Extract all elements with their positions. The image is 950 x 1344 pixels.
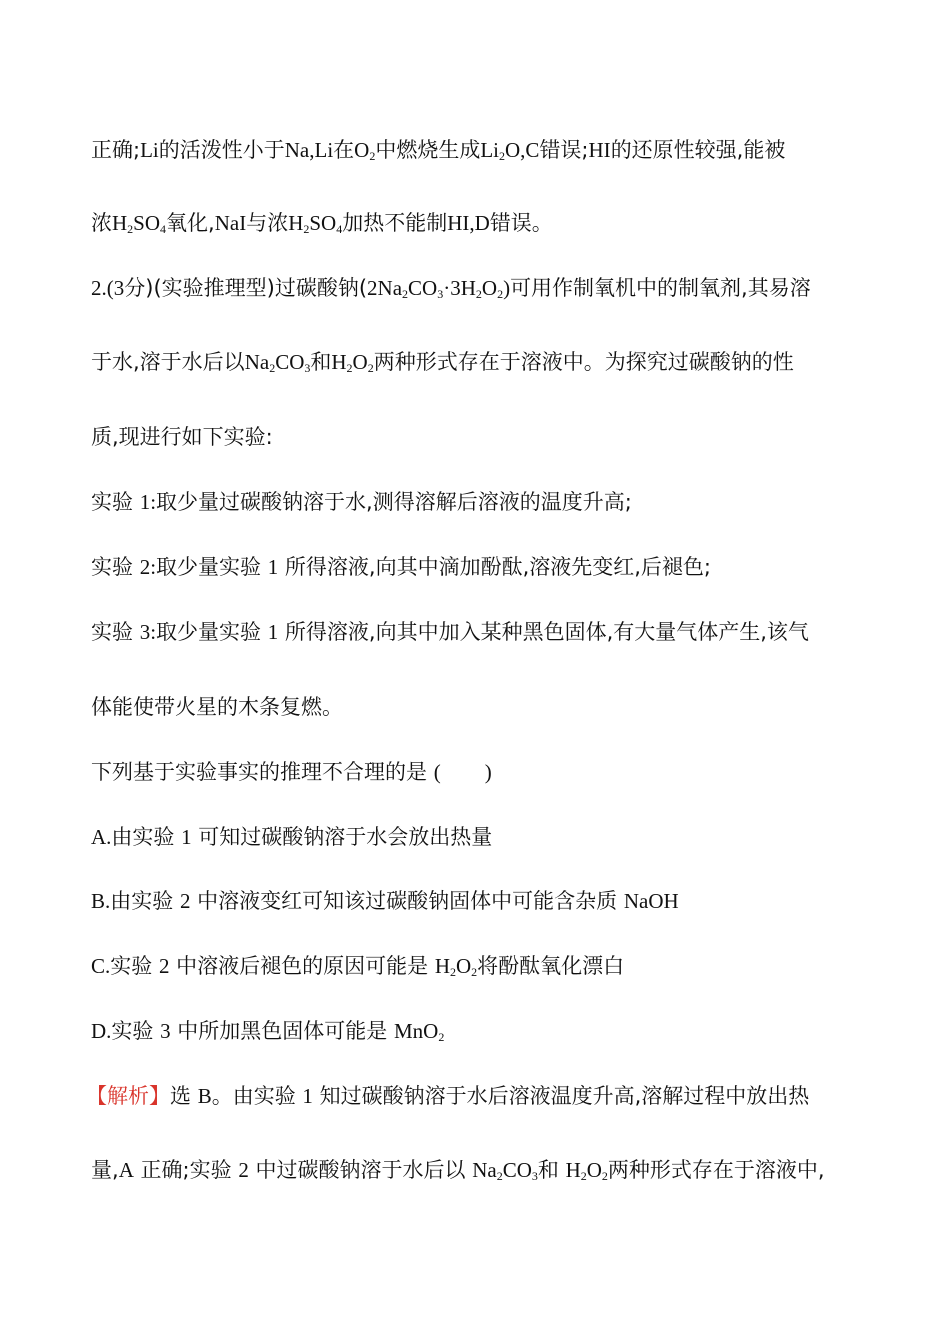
subscript: 4: [336, 222, 343, 236]
formula: O,C: [505, 138, 540, 162]
subscript: 2: [438, 1030, 445, 1044]
text: 所得溶液,向其中加入某种黑色固体,有大量气体产生,该气: [284, 620, 809, 644]
text: ): [503, 276, 511, 300]
number: 2: [238, 1158, 249, 1182]
subscript: 3: [304, 361, 311, 375]
answer-paren-close: ): [484, 760, 492, 784]
text: 取少量实验: [156, 555, 262, 579]
subscript: 2: [269, 361, 276, 375]
subscript: 2: [580, 1169, 587, 1183]
number: 3: [160, 1019, 171, 1043]
number: 1: [267, 620, 279, 644]
text: 中过碳酸钠溶于水后以: [255, 1158, 466, 1182]
text: 错误;: [539, 138, 589, 162]
formula: HI: [588, 138, 611, 162]
question-2-line-1: [91, 273, 861, 309]
text: 在: [333, 138, 355, 162]
option-b: [91, 886, 861, 916]
number: 1: [181, 825, 192, 849]
subscript: 3: [437, 287, 444, 301]
prev-answer-line-2: [91, 208, 861, 244]
question-number: 2.(3: [91, 276, 125, 300]
answer-paren-open: (: [433, 760, 441, 784]
text: 与浓: [246, 211, 289, 235]
option-letter: A.: [91, 825, 112, 849]
analysis-line-1: [86, 1081, 861, 1111]
formula: O: [456, 954, 472, 978]
text: 可知过碳酸钠溶于水会放出热量: [198, 825, 493, 849]
text: 氧化,: [166, 211, 215, 235]
text: 实验: [110, 954, 153, 978]
text: 实验: [111, 1019, 154, 1043]
text: 由实验: [111, 825, 175, 849]
option-d: [91, 1016, 861, 1052]
formula: SO: [133, 211, 161, 235]
text: 的活泼性小于: [158, 138, 285, 162]
experiment-3: [91, 617, 861, 647]
formula: NaOH: [623, 889, 679, 913]
text: 实验: [91, 555, 133, 579]
formula: HI,D: [447, 211, 490, 235]
text: 将酚酞氧化漂白: [477, 954, 625, 978]
subscript: 2: [402, 287, 409, 301]
experiment-1: [91, 487, 861, 517]
text: 错误。: [489, 211, 553, 235]
option-letter: C.: [91, 954, 111, 978]
text: 中所加黑色固体可能是: [177, 1019, 388, 1043]
number: 1: [267, 555, 279, 579]
analysis-line-2: [91, 1155, 861, 1191]
number: 1: [302, 1084, 313, 1108]
option-a: [91, 822, 861, 852]
subscript: 2: [450, 965, 456, 979]
number: 1:: [139, 490, 157, 514]
subscript: 2: [369, 149, 376, 163]
formula: NaI: [214, 211, 247, 235]
subscript: 2: [499, 149, 505, 163]
subscript: 2: [471, 965, 478, 979]
text: 取少量过碳酸钠溶于水,测得溶解后溶液的温度升高;: [156, 490, 632, 514]
analysis-tag: 【解析】: [86, 1084, 170, 1108]
option-letter: B.: [91, 889, 111, 913]
formula: O: [481, 276, 498, 300]
text: 知过碳酸钠溶于水后溶液温度升高,溶解过程中放出热: [319, 1084, 810, 1108]
question-stem: [91, 757, 861, 787]
number: 2:: [139, 555, 157, 579]
option-letter: D.: [91, 1019, 112, 1043]
text: 取少量实验: [156, 620, 262, 644]
text: 实验: [91, 620, 133, 644]
formula: Na: [244, 350, 270, 374]
text: 两种形式存在于溶液中,: [607, 1158, 825, 1182]
text: 两种形式存在于溶液中。为探究过碳酸钠的性: [373, 350, 794, 374]
formula: CO: [408, 276, 438, 300]
subscript: 2: [367, 361, 374, 375]
text: 下列基于实验事实的推理不合理的是: [91, 760, 427, 784]
option-c: [91, 951, 861, 987]
question-2-line-2: [91, 347, 861, 383]
formula: CO: [502, 1158, 532, 1182]
formula: H: [288, 211, 304, 235]
formula: ·3H: [443, 276, 476, 300]
formula: CO: [275, 350, 305, 374]
formula: MnO: [393, 1019, 439, 1043]
text: Na,Li: [284, 138, 334, 162]
text: 量,: [91, 1158, 119, 1182]
text: 质,现进行如下实验:: [91, 425, 273, 449]
subscript: 2: [346, 361, 353, 375]
answer-letter: B: [197, 1084, 212, 1108]
text: 加热不能制: [342, 211, 448, 235]
text: 所得溶液,向其中滴加酚酞,溶液先变红,后褪色;: [284, 555, 712, 579]
number: 3:: [139, 620, 157, 644]
option-letter: A: [118, 1158, 134, 1182]
text: 由实验: [110, 889, 174, 913]
text: 正确;实验: [140, 1158, 232, 1182]
text: 的还原性较强,能被: [610, 138, 786, 162]
text: 。由实验: [211, 1084, 296, 1108]
number: 2: [179, 889, 191, 913]
text: 浓: [91, 211, 112, 235]
formula: Li: [480, 138, 499, 162]
text: 体能使带火星的木条复燃。: [91, 695, 343, 719]
text: 选: [170, 1084, 191, 1108]
subscript: 2: [475, 287, 482, 301]
formula: O: [352, 350, 368, 374]
text: 于水,溶于水后以: [91, 350, 245, 374]
text: 中燃烧生成: [375, 138, 481, 162]
experiment-2: [91, 552, 861, 582]
experiment-3-continued: [91, 692, 861, 722]
formula: O: [354, 138, 370, 162]
text: 中溶液后褪色的原因可能是: [176, 954, 429, 978]
subscript: 3: [531, 1169, 538, 1183]
text: 分)(实验推理型)过碳酸钠(: [124, 276, 368, 300]
formula: 2Na: [367, 276, 403, 300]
subscript: 2: [127, 222, 134, 236]
subscript: 2: [497, 287, 504, 301]
number: 2: [158, 954, 170, 978]
subscript: 2: [303, 222, 310, 236]
text: 和: [310, 350, 332, 374]
text: Li: [140, 138, 159, 162]
subscript: 2: [496, 1169, 503, 1183]
formula: Na: [472, 1158, 497, 1182]
text: 实验: [91, 490, 133, 514]
text: 可用作制氧机中的制氧剂,其易溶: [510, 276, 811, 300]
text: 中溶液变红可知该过碳酸钠固体中可能含杂质: [197, 889, 618, 913]
formula: H: [112, 211, 128, 235]
text: 正确;: [91, 138, 141, 162]
formula: O: [586, 1158, 602, 1182]
formula: SO: [309, 211, 337, 235]
formula: H: [565, 1158, 581, 1182]
subscript: 4: [160, 222, 167, 236]
text: 和: [537, 1158, 559, 1182]
formula: H: [434, 954, 450, 978]
formula: H: [331, 350, 347, 374]
subscript: 2: [601, 1169, 608, 1183]
prev-answer-line-1: [91, 135, 861, 171]
question-2-line-3: [91, 422, 861, 452]
